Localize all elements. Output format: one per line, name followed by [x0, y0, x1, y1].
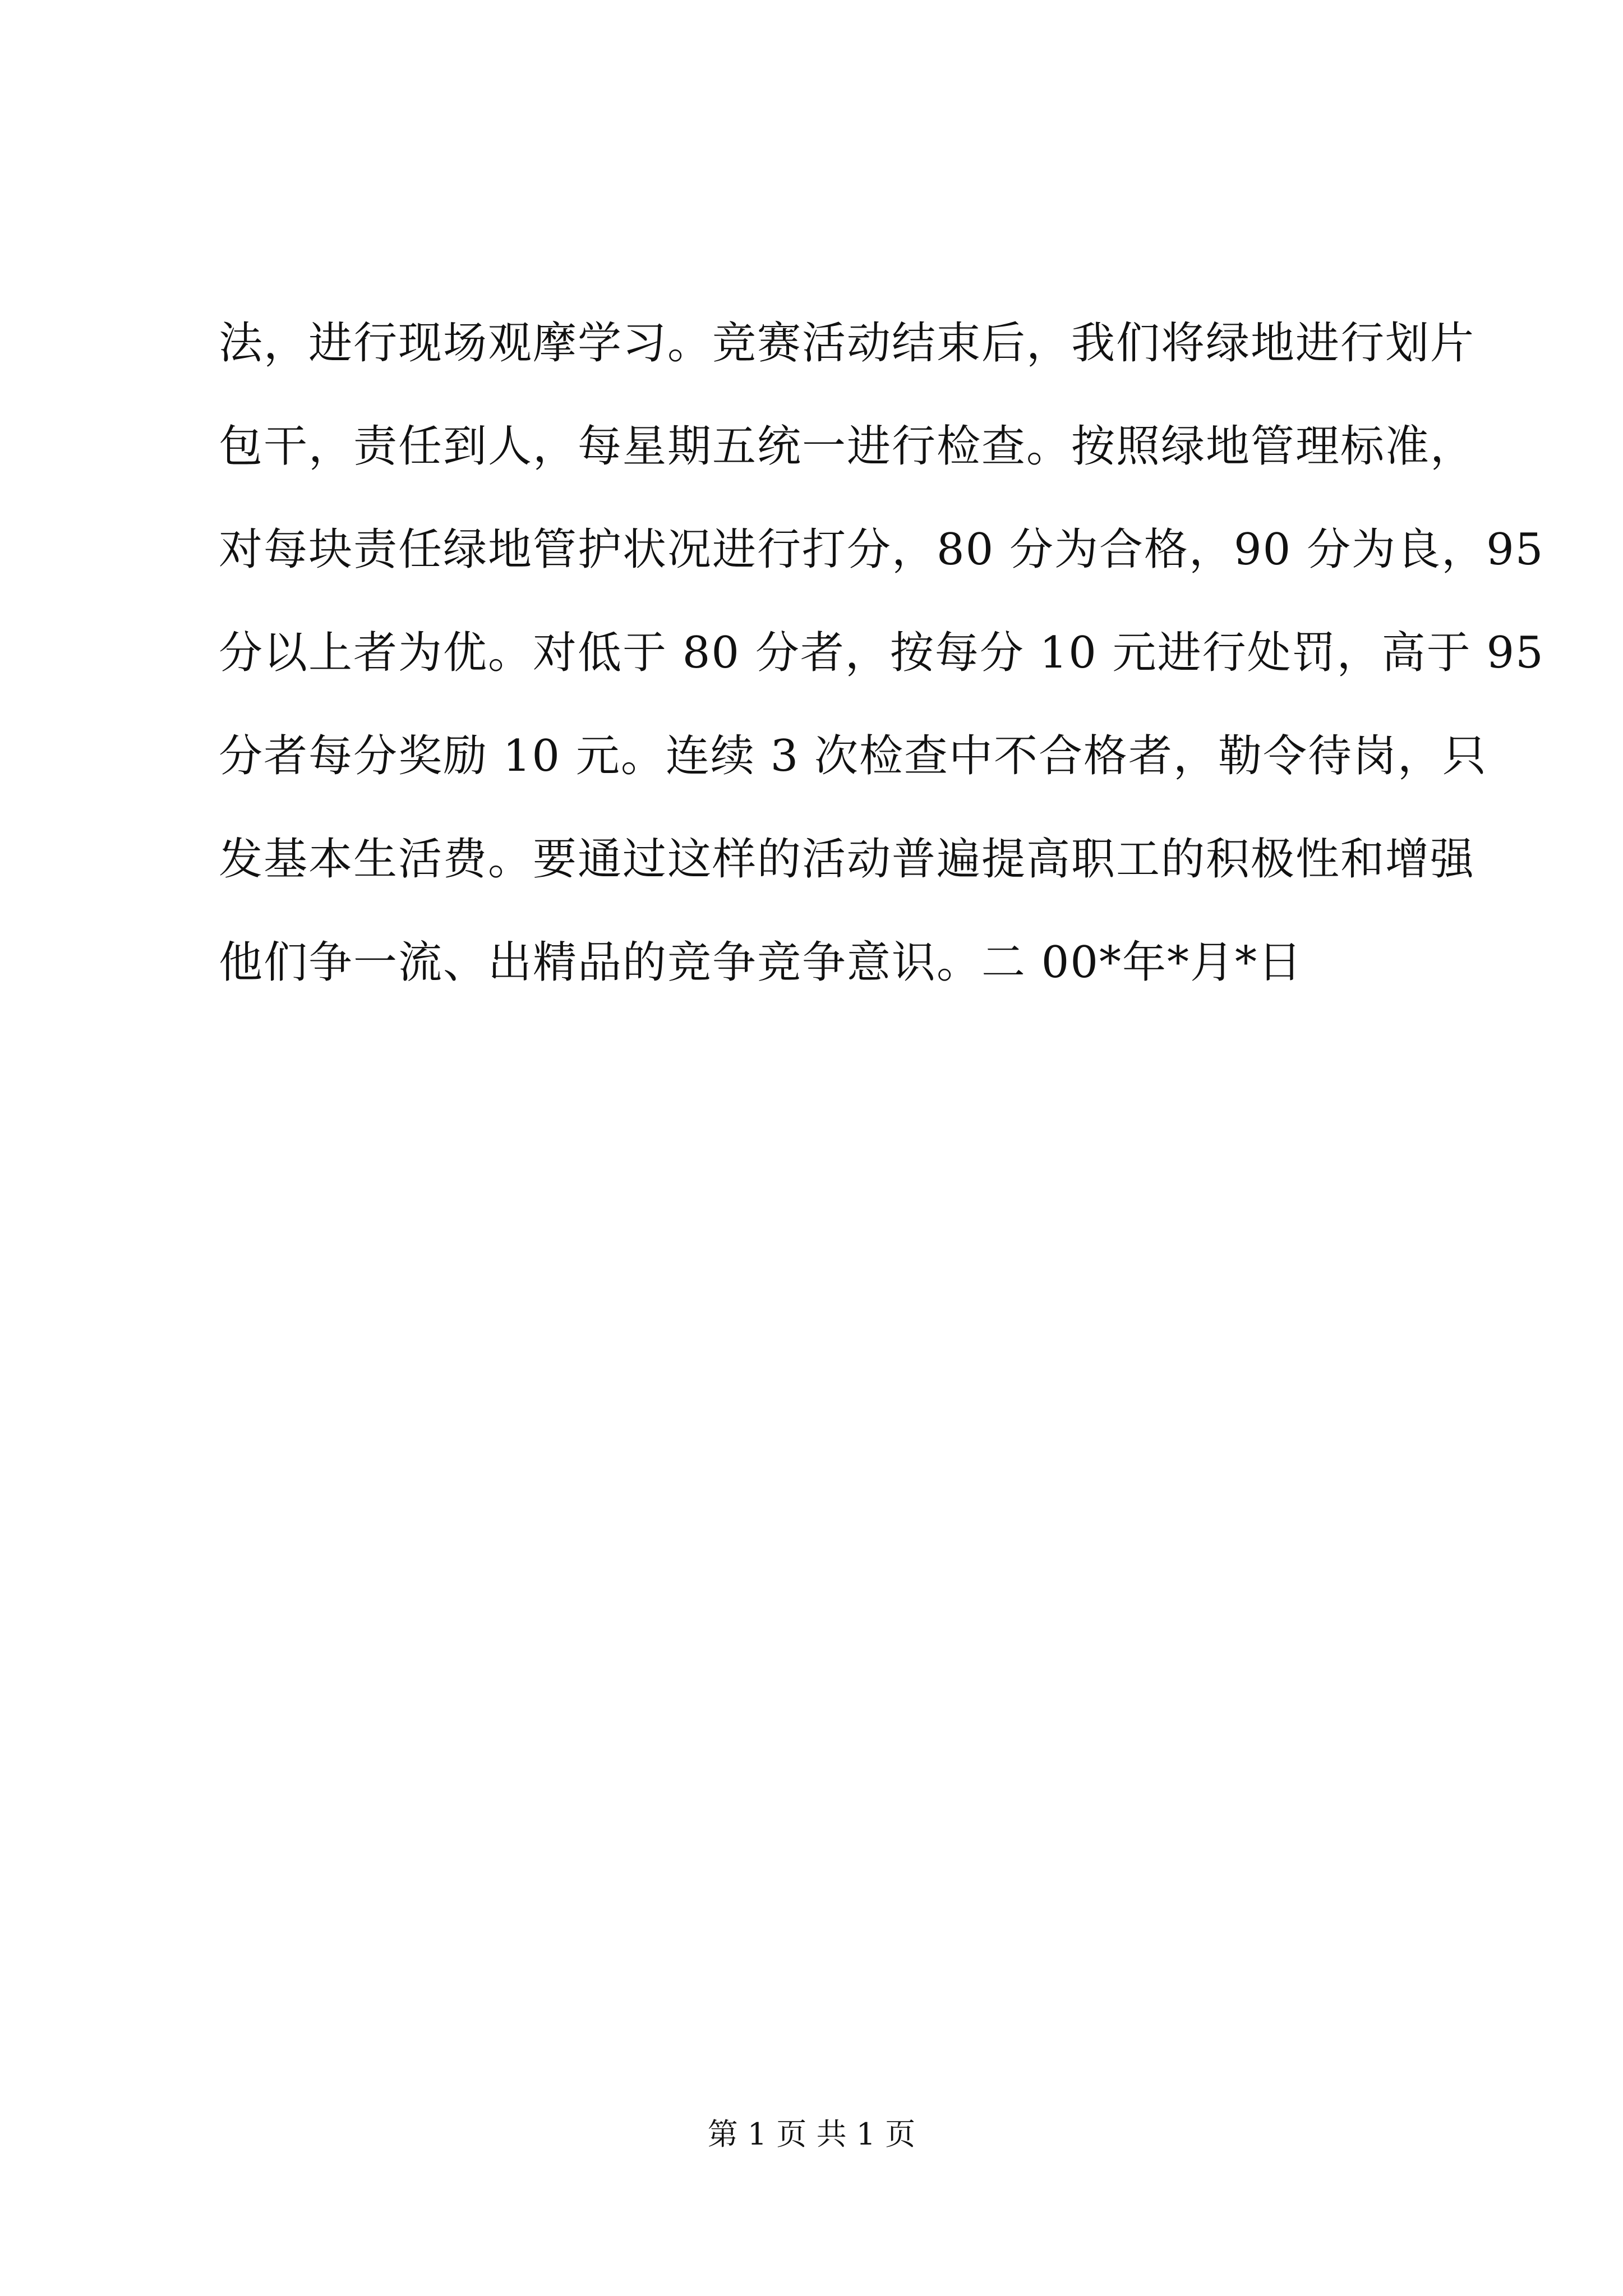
body-line-7: 他们争一流、出精品的竞争竞争意识。二 00*年*月*日	[219, 937, 1303, 988]
body-line-5: 分者每分奖励 10 元。连续 3 次检查中不合格者，勒令待岗，只	[219, 731, 1488, 781]
body-line-3: 对每块责任绿地管护状况进行打分，80 分为合格，90 分为良，95	[219, 524, 1544, 575]
body-line-4: 分以上者为优。对低于 80 分者，按每分 10 元进行处罚，高于 95	[219, 628, 1544, 678]
body-line-1: 法，进行现场观摩学习。竞赛活动结束后，我们将绿地进行划片	[219, 318, 1476, 369]
body-line-6: 发基本生活费。要通过这样的活动普遍提高职工的积极性和增强	[219, 834, 1476, 885]
document-body	[219, 292, 1544, 1014]
page-footer	[0, 2115, 1623, 2154]
body-line-2: 包干，责任到人，每星期五统一进行检查。按照绿地管理标准，	[219, 421, 1476, 472]
page-number-label: 第 1 页 共 1 页	[707, 2116, 916, 2152]
